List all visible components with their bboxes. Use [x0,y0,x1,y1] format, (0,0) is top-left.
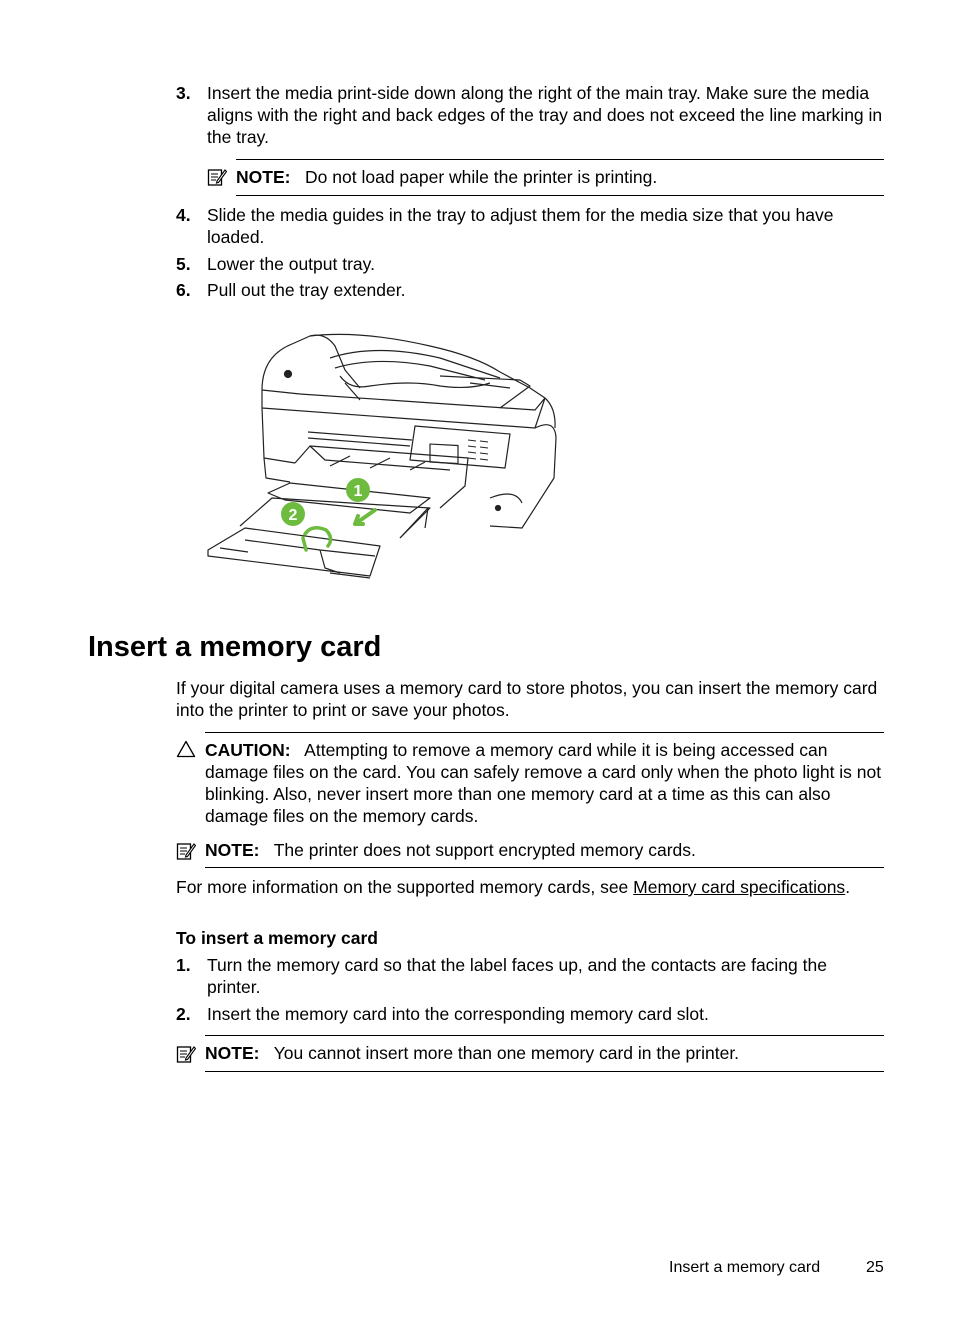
note-label: NOTE: [205,1043,260,1063]
caution-top-rule [205,732,884,733]
section-intro: If your digital camera uses a memory card to store photos, you can insert the memory card into the printer to print or save your photos. [176,678,878,720]
note-line [236,166,886,188]
more-info-text: For more information on the supported memory cards, see [176,877,634,897]
step-text: Insert the media print-side down along the right of the main tray. Make sure the media aligns with the right and back edges of the tray and does not exceed the line marking in the tray. [207,83,883,147]
page-number: 25 [866,1259,884,1276]
step-number: 4. [176,205,191,225]
step-text: Insert the memory card into the corresponding memory card slot. [207,1004,709,1024]
memory-card-specifications-link[interactable]: Memory card specifications [633,877,846,897]
caution-block [205,739,887,827]
caution-label: CAUTION: [205,740,291,760]
note-top-rule [236,159,884,160]
caution-text: Attempting to remove a memory card while it is being accessed can damage files on the card. You can safely remove a card only when the photo light is not blinking. Also, never insert more than one memory card at a time as this can also damage files on the memory cards. [205,740,882,826]
note-bottom-rule [205,1071,884,1072]
note-text: Do not load paper while the printer is printing. [305,167,658,187]
printer-tray-illustration [200,328,562,600]
note-icon [176,841,196,861]
note-top-rule [205,1035,884,1036]
step-text: Pull out the tray extender. [207,280,406,300]
step-number: 5. [176,254,191,274]
section-title: Insert a memory card [88,631,382,663]
note-label: NOTE: [236,167,291,187]
note-bottom-rule [205,867,884,868]
callout-1: 1 [353,483,363,500]
step-number: 2. [176,1004,191,1024]
step-text: Slide the media guides in the tray to adjust them for the media size that you have loaded. [207,205,834,247]
note-text: You cannot insert more than one memory card in the printer. [273,1043,740,1063]
more-info-suffix: . [845,877,851,897]
note-text: The printer does not support encrypted memory cards. [273,840,696,860]
note-bottom-rule [236,195,884,196]
callout-2: 2 [288,507,298,524]
step-text: Lower the output tray. [207,254,375,274]
note-icon [176,1044,196,1064]
note-icon [207,167,227,187]
step-text: Turn the memory card so that the label faces up, and the contacts are facing the printer. [207,955,827,997]
step-number: 1. [176,955,191,975]
step-number: 3. [176,83,191,103]
note-line [205,1042,887,1064]
step-number: 6. [176,280,191,300]
procedure-heading: To insert a memory card [176,928,378,948]
note-line [205,839,887,861]
more-info [176,876,896,898]
footer-section: Insert a memory card [669,1259,821,1276]
caution-icon [176,740,196,758]
note-label: NOTE: [205,840,260,860]
